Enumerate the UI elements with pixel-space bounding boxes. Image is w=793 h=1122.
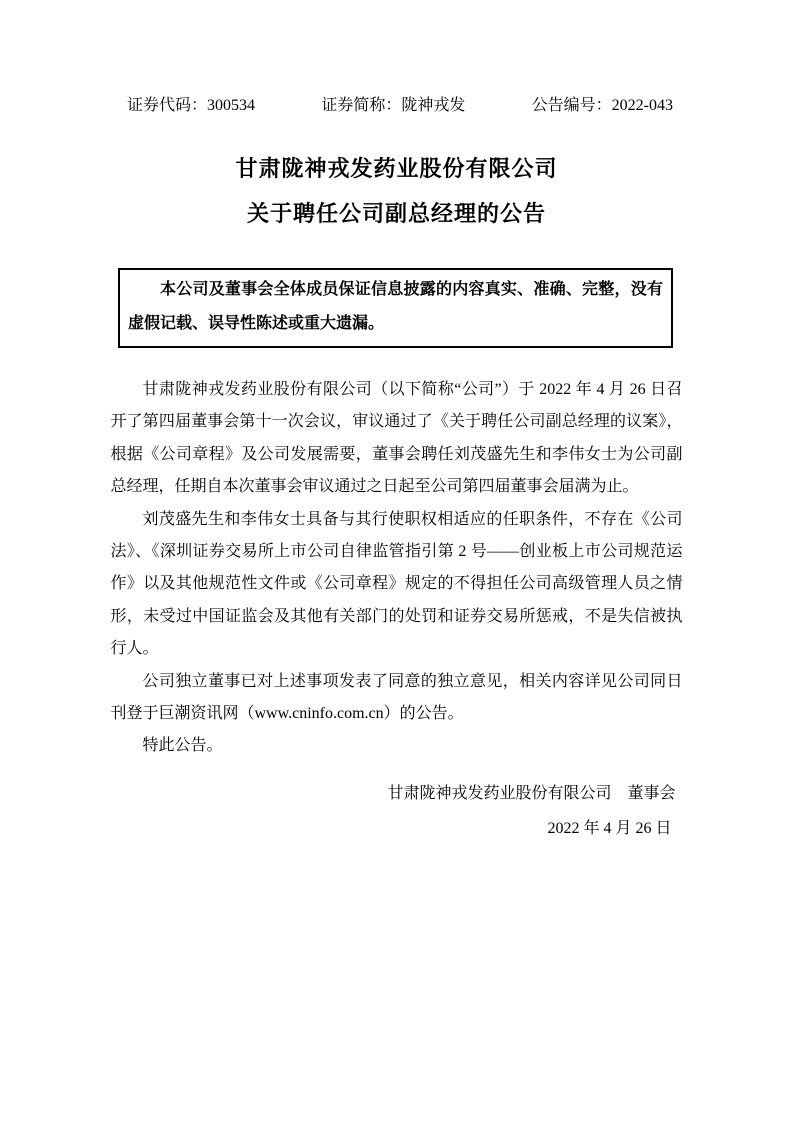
document-body bbox=[111, 374, 683, 763]
body-paragraph-independent-directors: 公司独立董事已对上述事项发表了同意的独立意见，相关内容详见公司同日刊登于巨潮资讯网（www.cninfo.com.cn）的公告。 bbox=[110, 672, 683, 723]
signature-company: 甘肃陇神戎发药业股份有限公司 董事会 bbox=[387, 784, 676, 802]
signature-block bbox=[111, 776, 683, 846]
body-paragraph-meeting: 甘肃陇神戎发药业股份有限公司（以下简称“公司”）于 2022 年 4 月 26 日召开了第四届董事会第十一次会议，审议通过了《关于聘任公司副总经理的议案》，根据《公司章程》及公司发展需要，董事会聘任刘茂盛先生和李伟女士为公司副总经理，任期自本次董事会审议通过之日起至公司第四届董事会届满为止。 bbox=[110, 381, 683, 496]
body-paragraph-qualification: 刘茂盛先生和李伟女士具备与其行使职权相适应的任职条件，不存在《公司法》、《深圳证券交易所上市公司自律监管指引第 2 号——创业板上市公司规范运作》以及其他规范性文件或《公司章程》规定的不得担任公司高级管理人员之情形，未受过中国证监会及其他有关部门的处罚和证券交易所惩戒，不是失信被执行人。 bbox=[110, 510, 683, 658]
disclaimer-box bbox=[118, 268, 673, 348]
document-header bbox=[127, 96, 673, 116]
company-title: 甘肃陇神戎发药业股份有限公司 bbox=[235, 156, 558, 181]
announcement-number: 公告编号：2022-043 bbox=[531, 97, 673, 114]
stock-code: 证券代码：300534 bbox=[127, 97, 256, 114]
closing-statement: 特此公告。 bbox=[142, 737, 223, 755]
signature-date: 2022 年 4 月 26 日 bbox=[547, 819, 672, 837]
announcement-title: 关于聘任公司副总经理的公告 bbox=[246, 201, 546, 226]
disclaimer-text: 本公司及董事会全体成员保证信息披露的内容真实、准确、完整，没有虚假记载、误导性陈述或重大遗漏。 bbox=[128, 281, 663, 332]
stock-abbr: 证券简称：陇神戎发 bbox=[321, 97, 466, 114]
title-block bbox=[0, 146, 793, 236]
